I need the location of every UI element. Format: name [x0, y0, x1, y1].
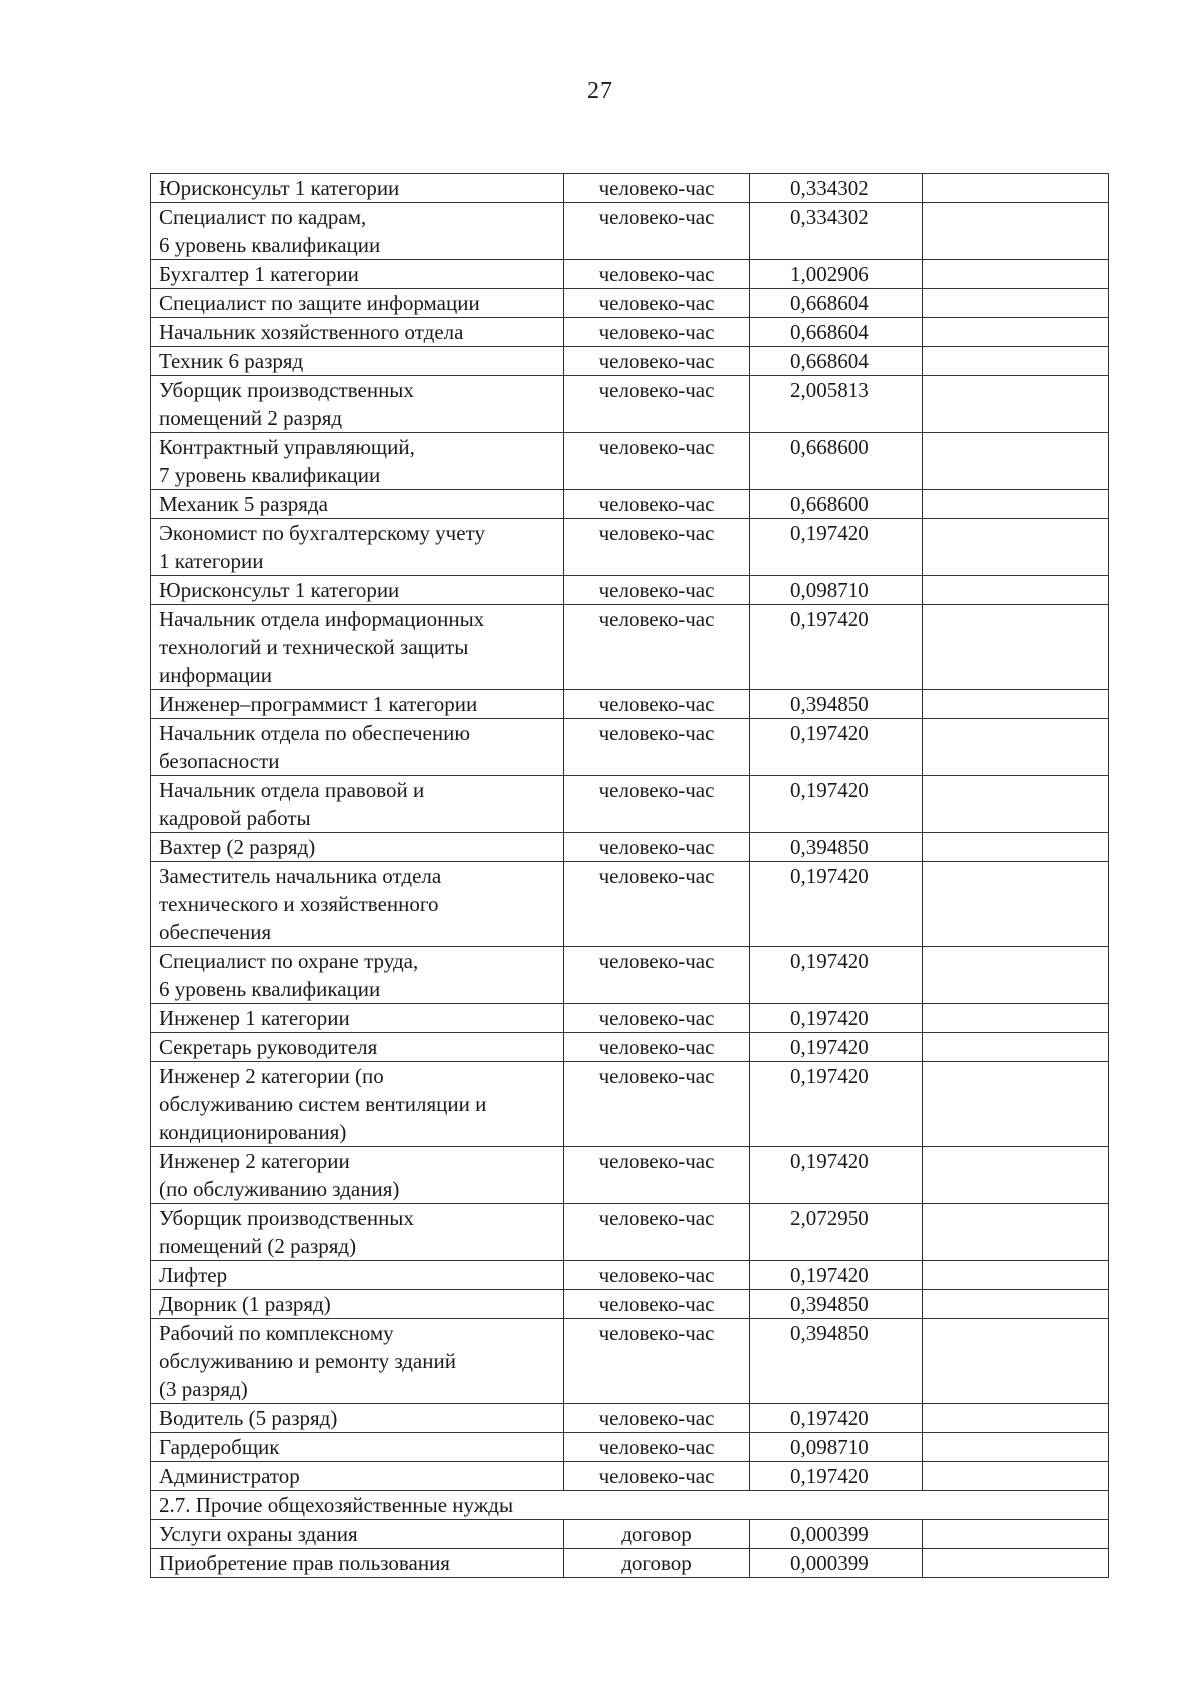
position-name-cell: Юрисконсульт 1 категории [151, 576, 564, 605]
table-row [151, 174, 1109, 203]
unit-cell: человеко-час [564, 1290, 750, 1319]
table-row [151, 719, 1109, 776]
value-cell: 0,668604 [750, 347, 923, 376]
value-cell: 0,197420 [750, 1404, 923, 1433]
empty-cell [923, 1433, 1109, 1462]
value-cell: 0,668600 [750, 433, 923, 490]
empty-cell [923, 289, 1109, 318]
position-name-cell: Лифтер [151, 1261, 564, 1290]
empty-cell [923, 1290, 1109, 1319]
value-cell: 0,098710 [750, 1433, 923, 1462]
value-cell: 0,197420 [750, 1062, 923, 1147]
page-number: 27 [587, 78, 613, 104]
table-row [151, 576, 1109, 605]
position-name-cell: Секретарь руководителя [151, 1033, 564, 1062]
position-name-cell: Инженер 2 категории (по обслуживанию систем вентиляции и кондиционирования) [151, 1062, 564, 1147]
empty-cell [923, 1549, 1109, 1578]
table-row [151, 203, 1109, 260]
unit-cell: человеко-час [564, 862, 750, 947]
position-name-cell: Механик 5 разряда [151, 490, 564, 519]
table-row [151, 1290, 1109, 1319]
unit-cell: человеко-час [564, 318, 750, 347]
empty-cell [923, 1462, 1109, 1491]
value-cell: 2,072950 [750, 1204, 923, 1261]
empty-cell [923, 318, 1109, 347]
value-cell: 0,334302 [750, 203, 923, 260]
position-name-cell: Рабочий по комплексному обслуживанию и ремонту зданий (3 разряд) [151, 1319, 564, 1404]
unit-cell: человеко-час [564, 690, 750, 719]
position-name-cell: Начальник отдела по обеспечению безопасности [151, 719, 564, 776]
table-row [151, 1462, 1109, 1491]
table-row [151, 318, 1109, 347]
table-row [151, 1549, 1109, 1578]
position-name-cell: Инженер 1 категории [151, 1004, 564, 1033]
position-name-cell: Дворник (1 разряд) [151, 1290, 564, 1319]
empty-cell [923, 519, 1109, 576]
value-cell: 0,394850 [750, 833, 923, 862]
unit-cell: человеко-час [564, 260, 750, 289]
unit-cell: человеко-час [564, 1033, 750, 1062]
unit-cell: человеко-час [564, 1204, 750, 1261]
value-cell: 2,005813 [750, 376, 923, 433]
empty-cell [923, 1062, 1109, 1147]
unit-cell: человеко-час [564, 947, 750, 1004]
value-cell: 0,098710 [750, 576, 923, 605]
value-cell: 0,197420 [750, 519, 923, 576]
table-row [151, 260, 1109, 289]
empty-cell [923, 947, 1109, 1004]
value-cell: 0,197420 [750, 605, 923, 690]
position-name-cell: Бухгалтер 1 категории [151, 260, 564, 289]
value-cell: 0,668604 [750, 318, 923, 347]
unit-cell: человеко-час [564, 1004, 750, 1033]
unit-cell: человеко-час [564, 776, 750, 833]
value-cell: 0,394850 [750, 1290, 923, 1319]
table-row [151, 1319, 1109, 1404]
empty-cell [923, 1520, 1109, 1549]
value-cell: 0,197420 [750, 1261, 923, 1290]
table-row [151, 1520, 1109, 1549]
position-name-cell: Гардеробщик [151, 1433, 564, 1462]
position-name-cell: Контрактный управляющий, 7 уровень квалификации [151, 433, 564, 490]
value-cell: 0,197420 [750, 1462, 923, 1491]
unit-cell: человеко-час [564, 376, 750, 433]
table-row [151, 862, 1109, 947]
position-name-cell: Начальник отдела правовой и кадровой работы [151, 776, 564, 833]
table-row [151, 605, 1109, 690]
empty-cell [923, 1261, 1109, 1290]
unit-cell: человеко-час [564, 1404, 750, 1433]
empty-cell [923, 690, 1109, 719]
position-name-cell: Начальник отдела информационных технологий и технической защиты информации [151, 605, 564, 690]
empty-cell [923, 1033, 1109, 1062]
position-name-cell: Приобретение прав пользования [151, 1549, 564, 1578]
norms-table [150, 173, 1109, 1578]
empty-cell [923, 490, 1109, 519]
value-cell: 0,394850 [750, 690, 923, 719]
table-row [151, 376, 1109, 433]
unit-cell: договор [564, 1549, 750, 1578]
table-row [151, 947, 1109, 1004]
table-row [151, 519, 1109, 576]
position-name-cell: Экономист по бухгалтерскому учету 1 категории [151, 519, 564, 576]
empty-cell [923, 347, 1109, 376]
value-cell: 0,394850 [750, 1319, 923, 1404]
position-name-cell: Техник 6 разряд [151, 347, 564, 376]
empty-cell [923, 576, 1109, 605]
value-cell: 0,668600 [750, 490, 923, 519]
empty-cell [923, 833, 1109, 862]
position-name-cell: Водитель (5 разряд) [151, 1404, 564, 1433]
table-row [151, 433, 1109, 490]
value-cell: 0,197420 [750, 776, 923, 833]
unit-cell: человеко-час [564, 1062, 750, 1147]
empty-cell [923, 260, 1109, 289]
value-cell: 0,000399 [750, 1520, 923, 1549]
position-name-cell: Начальник хозяйственного отдела [151, 318, 564, 347]
empty-cell [923, 862, 1109, 947]
table-row [151, 1261, 1109, 1290]
table-row [151, 776, 1109, 833]
table-row [151, 1204, 1109, 1261]
unit-cell: человеко-час [564, 490, 750, 519]
unit-cell: человеко-час [564, 576, 750, 605]
empty-cell [923, 1147, 1109, 1204]
section-row [151, 1491, 1109, 1520]
value-cell: 0,197420 [750, 1147, 923, 1204]
empty-cell [923, 203, 1109, 260]
value-cell: 0,197420 [750, 719, 923, 776]
table-row [151, 289, 1109, 318]
empty-cell [923, 376, 1109, 433]
empty-cell [923, 605, 1109, 690]
value-cell: 0,000399 [750, 1549, 923, 1578]
position-name-cell: Специалист по кадрам, 6 уровень квалификации [151, 203, 564, 260]
table-row [151, 347, 1109, 376]
value-cell: 1,002906 [750, 260, 923, 289]
value-cell: 0,334302 [750, 174, 923, 203]
empty-cell [923, 719, 1109, 776]
unit-cell: человеко-час [564, 605, 750, 690]
unit-cell: человеко-час [564, 203, 750, 260]
unit-cell: человеко-час [564, 1462, 750, 1491]
empty-cell [923, 1004, 1109, 1033]
value-cell: 0,197420 [750, 1004, 923, 1033]
unit-cell: человеко-час [564, 1319, 750, 1404]
table-row [151, 833, 1109, 862]
table-row [151, 1404, 1109, 1433]
section-title: 2.7. Прочие общехозяйственные нужды [151, 1491, 1109, 1520]
empty-cell [923, 433, 1109, 490]
table-body [151, 174, 1109, 1578]
position-name-cell: Вахтер (2 разряд) [151, 833, 564, 862]
table-row [151, 690, 1109, 719]
value-cell: 0,197420 [750, 862, 923, 947]
unit-cell: человеко-час [564, 347, 750, 376]
unit-cell: человеко-час [564, 174, 750, 203]
empty-cell [923, 174, 1109, 203]
unit-cell: человеко-час [564, 1261, 750, 1290]
table-row [151, 1033, 1109, 1062]
position-name-cell: Уборщик производственных помещений (2 разряд) [151, 1204, 564, 1261]
value-cell: 0,197420 [750, 947, 923, 1004]
empty-cell [923, 776, 1109, 833]
empty-cell [923, 1404, 1109, 1433]
position-name-cell: Уборщик производственных помещений 2 разряд [151, 376, 564, 433]
table-row [151, 1062, 1109, 1147]
unit-cell: человеко-час [564, 719, 750, 776]
unit-cell: человеко-час [564, 433, 750, 490]
unit-cell: договор [564, 1520, 750, 1549]
value-cell: 0,668604 [750, 289, 923, 318]
empty-cell [923, 1204, 1109, 1261]
unit-cell: человеко-час [564, 1147, 750, 1204]
unit-cell: человеко-час [564, 289, 750, 318]
position-name-cell: Инженер 2 категории (по обслуживанию здания) [151, 1147, 564, 1204]
table-row [151, 1004, 1109, 1033]
position-name-cell: Специалист по защите информации [151, 289, 564, 318]
unit-cell: человеко-час [564, 1433, 750, 1462]
position-name-cell: Администратор [151, 1462, 564, 1491]
value-cell: 0,197420 [750, 1033, 923, 1062]
position-name-cell: Юрисконсульт 1 категории [151, 174, 564, 203]
table-row [151, 1147, 1109, 1204]
position-name-cell: Специалист по охране труда, 6 уровень квалификации [151, 947, 564, 1004]
position-name-cell: Услуги охраны здания [151, 1520, 564, 1549]
table-row [151, 490, 1109, 519]
position-name-cell: Заместитель начальника отдела технического и хозяйственного обеспечения [151, 862, 564, 947]
table-row [151, 1433, 1109, 1462]
unit-cell: человеко-час [564, 519, 750, 576]
position-name-cell: Инженер–программист 1 категории [151, 690, 564, 719]
unit-cell: человеко-час [564, 833, 750, 862]
empty-cell [923, 1319, 1109, 1404]
